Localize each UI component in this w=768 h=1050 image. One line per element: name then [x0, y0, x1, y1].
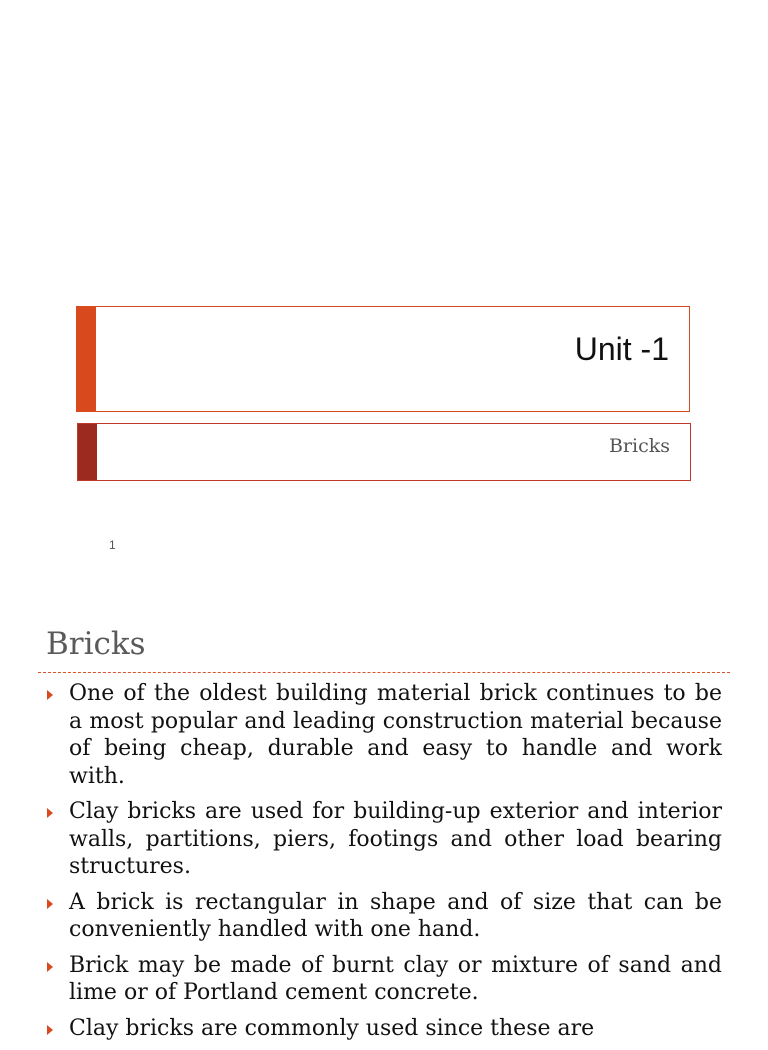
bullet-item [40, 680, 722, 790]
bullet-arrow-icon [47, 1025, 53, 1035]
bullet-item [40, 952, 722, 1007]
bullet-item [40, 889, 722, 944]
slide-subtitle: Bricks [608, 435, 670, 457]
bullet-text: Clay bricks are commonly used since these are [69, 1015, 595, 1041]
bullet-arrow-icon [47, 808, 53, 818]
subtitle-accent-bar [78, 424, 97, 480]
bullet-item [40, 798, 722, 881]
bullet-arrow-icon [47, 899, 53, 909]
bullet-text: One of the oldest building material brick continues to be a most popular and leading construction material because of being cheap, durable and easy to handle and work with. [69, 681, 722, 789]
title-box [76, 306, 690, 412]
bullet-text: A brick is rectangular in shape and of size that can be conveniently handled with one hand. [69, 889, 722, 942]
bullet-text: Brick may be made of burnt clay or mixture of sand and lime or of Portland cement concrete. [69, 952, 722, 1005]
slide-title: Unit -1 [574, 331, 669, 367]
subtitle-box [77, 423, 691, 481]
bullet-arrow-icon [47, 962, 53, 972]
title-accent-bar [77, 307, 96, 411]
slide-heading: Bricks [46, 626, 146, 662]
bullet-arrow-icon [47, 690, 53, 700]
heading-divider [38, 672, 730, 673]
page-number: 1 [109, 538, 116, 552]
bullet-item [40, 1015, 722, 1043]
bullet-text: Clay bricks are used for building-up exterior and interior walls, partitions, piers, footings and other load bearing structures. [69, 799, 722, 879]
bullet-list [40, 680, 722, 1050]
